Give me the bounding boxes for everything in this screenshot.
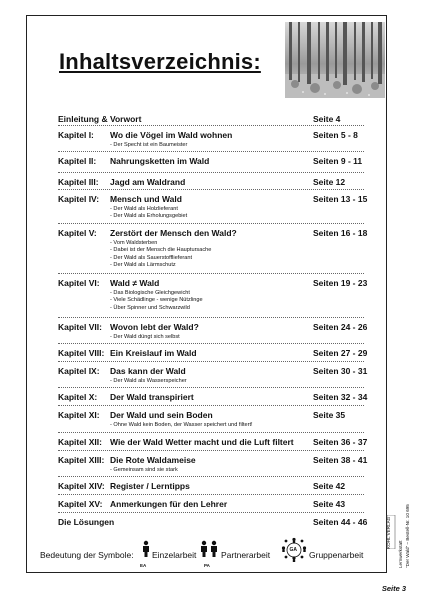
toc-title: Die Rote Waldameise: [110, 455, 196, 465]
row-divider: [58, 432, 364, 433]
legend-gruppe: Gruppenarbeit: [309, 550, 364, 560]
row-divider: [58, 476, 364, 477]
toc-subitem: - Der Wald als Holzlieferant: [110, 206, 178, 212]
toc-pages: Seiten 13 - 15: [313, 194, 368, 204]
pa-tag: PA: [204, 563, 210, 568]
toc-chapter: Kapitel IV:: [58, 194, 100, 204]
side-text-2: "Der Wald" – Bestell-Nr. 10 695: [405, 504, 410, 568]
toc-subitem: - Der Wald düngt sich selbst: [110, 334, 180, 340]
row-divider: [58, 494, 364, 495]
single-person-icon: [139, 540, 153, 565]
row-divider: [58, 361, 364, 362]
ga-tag: GA: [289, 547, 297, 553]
toc-chapter: Kapitel XV:: [58, 499, 103, 509]
toc-pages: Seiten 24 - 26: [313, 322, 368, 332]
toc-subitems: [110, 240, 211, 270]
toc-subitem: - Der Wald als Erholungsgebiet: [110, 213, 188, 220]
toc-subitems: [110, 142, 187, 149]
toc-subitem: - Über Spinner und Schwarzwild: [110, 304, 190, 311]
toc-chapter: Kapitel XII:: [58, 437, 102, 447]
group-icon: [281, 537, 307, 568]
toc-title: Wo die Vögel im Wald wohnen: [110, 130, 233, 140]
row-divider: [58, 223, 364, 224]
partner-icon: [198, 540, 220, 565]
toc-chapter: Kapitel XIV:: [58, 481, 105, 491]
toc-pages: Seite 12: [313, 177, 346, 187]
toc-subitem: - Der Specht ist ein Baumeister: [110, 142, 188, 148]
toc-chapter: Kapitel I:: [58, 130, 94, 140]
ea-tag: EA: [140, 563, 147, 568]
row-divider: [58, 317, 364, 318]
legend-partner: Partnerarbeit: [221, 550, 271, 560]
toc-subitem: - Der Wald als Wasserspeicher: [110, 378, 187, 384]
toc-pages: Seiten 27 - 29: [313, 348, 368, 358]
toc-subitem: - Der Wald als Lärmschutz: [110, 262, 176, 269]
toc-pages: Seiten 9 - 11: [313, 156, 363, 166]
toc-subitem: - Ohne Wald kein Boden, der Wasser speichert und filtert!: [110, 422, 253, 428]
toc-title: Der Wald transpiriert: [110, 392, 194, 402]
toc-chapter: Kapitel X:: [58, 392, 98, 402]
side-text-1: Lernwerkstatt: [398, 540, 403, 568]
row-divider: [58, 343, 364, 344]
toc-title: Zerstört der Mensch den Wald?: [110, 228, 237, 238]
toc-chapter: Die Lösungen: [58, 517, 115, 527]
toc-chapter: Kapitel II:: [58, 156, 97, 166]
toc-chapter: Kapitel IX:: [58, 366, 100, 376]
toc-subitems: [110, 290, 203, 312]
forest-photo: [285, 22, 385, 98]
toc-pages: Seiten 32 - 34: [313, 392, 368, 402]
toc-pages: Seiten 30 - 31: [313, 366, 368, 376]
toc-pages: Seiten 44 - 46: [313, 517, 368, 527]
toc-pages: Seiten 38 - 41: [313, 455, 368, 465]
toc-pages: Seite 35: [313, 410, 346, 420]
toc-subitems: [110, 467, 178, 474]
toc-chapter: Kapitel V:: [58, 228, 97, 238]
publisher-logo-text: KOHL VERLAG: [386, 516, 391, 549]
toc-title: Wie der Wald Wetter macht und die Luft filtert: [110, 437, 294, 447]
toc-subitems: [110, 206, 187, 221]
toc-title: Wovon lebt der Wald?: [110, 322, 199, 332]
toc-subitems: [110, 422, 253, 429]
toc-chapter: Kapitel XIII:: [58, 455, 105, 465]
toc-chapter: Kapitel VI:: [58, 278, 100, 288]
toc-pages: Seiten 19 - 23: [313, 278, 368, 288]
toc-title: Mensch und Wald: [110, 194, 182, 204]
toc-pages: Seiten 16 - 18: [313, 228, 368, 238]
toc-title: Anmerkungen für den Lehrer: [110, 499, 228, 509]
toc-subitem: - Das Biologische Gleichgewicht: [110, 290, 190, 296]
toc-title: Jagd am Waldrand: [110, 177, 186, 187]
toc-chapter: Kapitel XI:: [58, 410, 100, 420]
toc-pages: Seite 42: [313, 481, 346, 491]
row-divider: [58, 189, 364, 190]
toc-subitem: - Viele Schädlinge - wenige Nützlinge: [110, 297, 203, 304]
toc-subitem: - Vom Waldsterben: [110, 240, 158, 246]
row-divider: [58, 125, 364, 126]
toc-title: Das kann der Wald: [110, 366, 186, 376]
legend-label: Bedeutung der Symbole:: [40, 550, 134, 560]
toc-title: Register / Lerntipps: [110, 481, 190, 491]
toc-subitem: - Dabei ist der Mensch die Hauptursache: [110, 247, 212, 254]
toc-chapter: Kapitel VII:: [58, 322, 102, 332]
row-divider: [58, 151, 364, 152]
row-divider: [58, 450, 364, 451]
toc-subitems: [110, 334, 180, 341]
toc-title: Der Wald und sein Boden: [110, 410, 213, 420]
toc-title: Nahrungsketten im Wald: [110, 156, 210, 166]
row-divider: [58, 172, 364, 173]
row-divider: [58, 405, 364, 406]
toc-pages: Seiten 36 - 37: [313, 437, 368, 447]
row-divider: [58, 273, 364, 274]
toc-title: Wald ≠ Wald: [110, 278, 160, 288]
page-number: Seite 3: [381, 584, 406, 593]
legend-einzel: Einzelarbeit: [152, 550, 197, 560]
toc-chapter: Kapitel VIII:: [58, 348, 105, 358]
toc-pages: Seite 4: [313, 114, 341, 124]
toc-pages: Seiten 5 - 8: [313, 130, 358, 140]
toc-subitems: [110, 378, 187, 385]
toc-subitem: - Der Wald als Sauerstofflieferant: [110, 254, 193, 261]
toc-chapter: Einleitung & Vorwort: [58, 114, 142, 124]
toc-pages: Seite 43: [313, 499, 346, 509]
row-divider: [58, 387, 364, 388]
toc-chapter: Kapitel III:: [58, 177, 99, 187]
row-divider: [58, 512, 364, 513]
toc-title: Ein Kreislauf im Wald: [110, 348, 197, 358]
toc-subitem: - Gemeinsam sind sie stark: [110, 467, 178, 473]
page-title: Inhaltsverzeichnis:: [59, 49, 261, 74]
